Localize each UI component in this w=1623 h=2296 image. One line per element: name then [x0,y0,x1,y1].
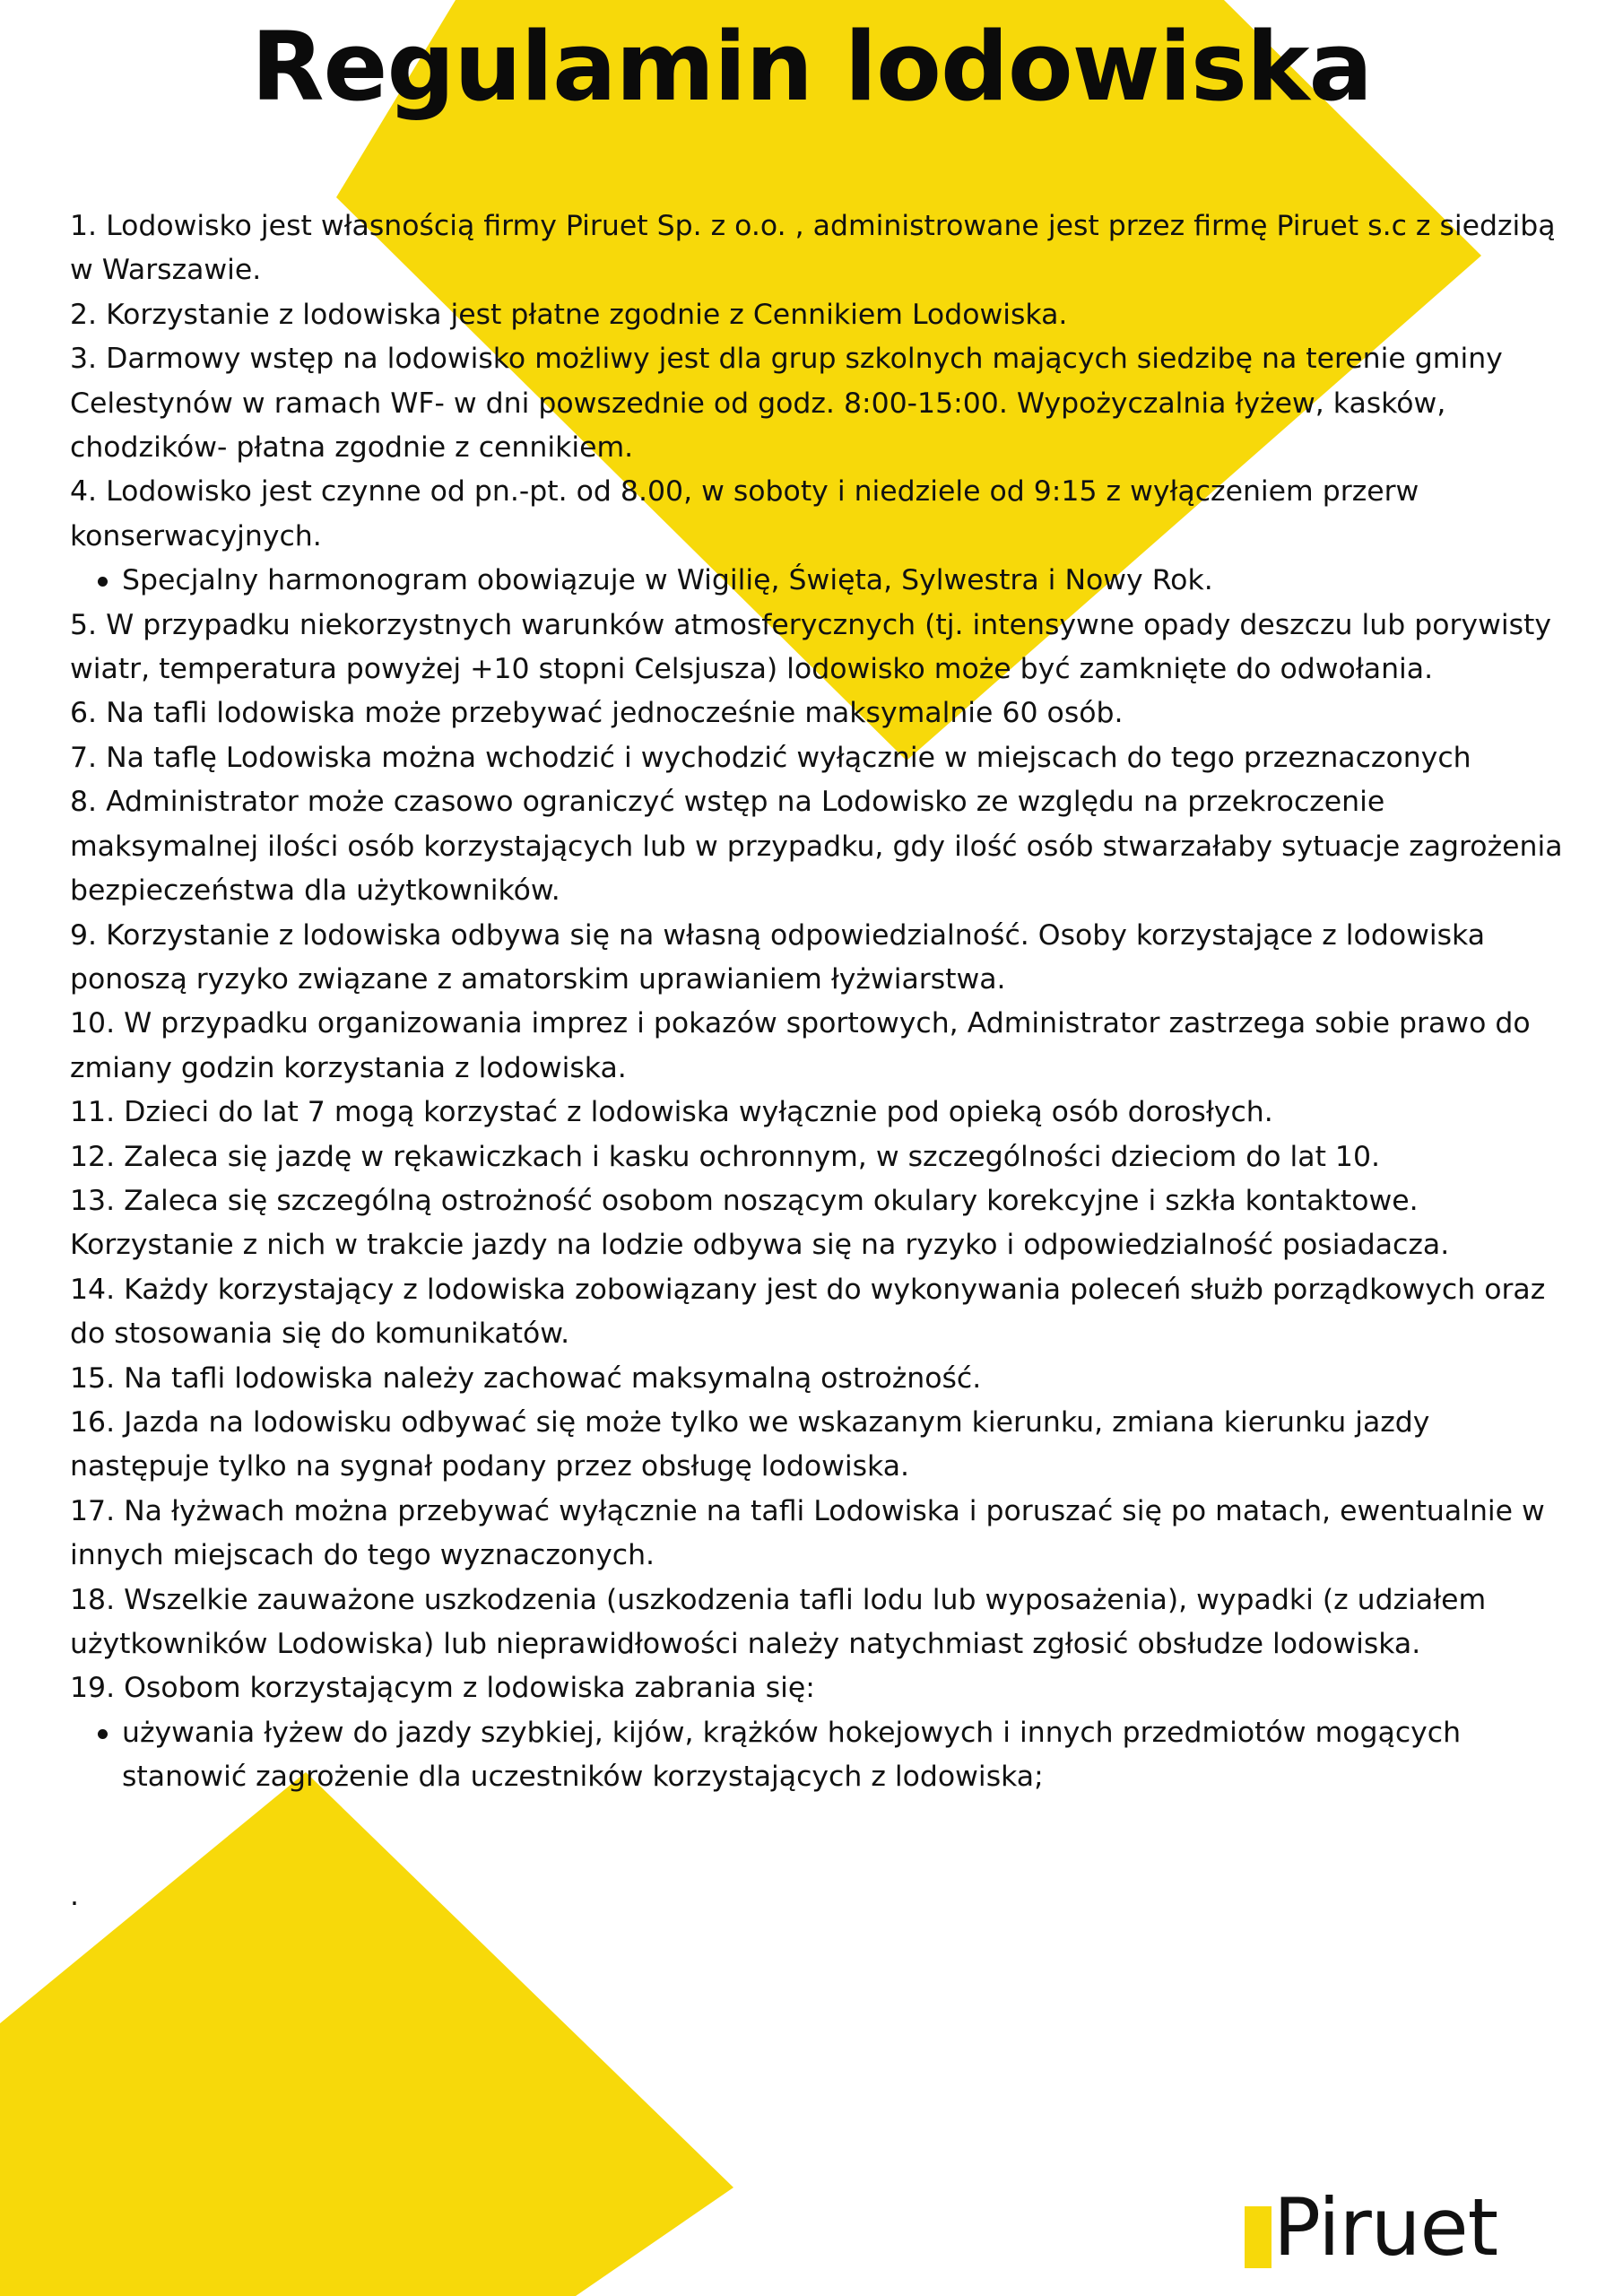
rules-list [70,204,1576,1800]
rule-4-bullet: Specjalny harmonogram obowiązuje w Wigilię, Święta, Sylwestra i Nowy Rok. [122,559,1576,603]
rule-11: 11. Dzieci do lat 7 mogą korzystać z lodowiska wyłącznie pod opieką osób dorosłych. [70,1096,1273,1129]
rule-17: 17. Na łyżwach można przebywać wyłącznie na tafli Lodowiska i poruszać się po matach, ewentualnie w innych miejscach do tego wyznaczonych. [70,1494,1545,1572]
rule-18: 18. Wszelkie zauważone uszkodzenia (uszkodzenia tafli lodu lub wyposażenia), wypadki (z udziałem użytkowników Lodowiska) lub nieprawidłowości należy natychmiast zgłosić obsłudze lodowiska. [70,1583,1487,1660]
rule-8: 8. Administrator może czasowo ograniczyć wstęp na Lodowisko ze względu na przekroczenie maksymalnej ilości osób korzystających lub w przypadku, gdy ilość osób stwarzałaby sytuacje zagrożenia bezpieczeństwa dla użytkowników. [70,786,1563,908]
rule-2: 2. Korzystanie z lodowiska jest płatne zgodnie z Cennikiem Lodowiska. [70,298,1068,331]
rule-19-bullet: używania łyżew do jazdy szybkiej, kijów, krążków hokejowych i innych przedmiotów mogących stanowić zagrożenie dla uczestników korzystających z lodowiska; [122,1711,1576,1800]
logo-yellow-mark-icon [1245,2206,1271,2268]
trailing-dot: . [70,1880,80,1912]
rule-19: 19. Osobom korzystającym z lodowiska zabrania się: [70,1672,815,1705]
rule-3: 3. Darmowy wstęp na lodowisko możliwy jest dla grup szkolnych mających siedzibę na terenie gminy Celestynów w ramach WF- w dni powszednie od godz. 8:00-15:00. Wypożyczalnia łyżew, kasków, chodzików- płatna zgodnie z cennikiem. [70,343,1503,465]
rule-1: 1. Lodowisko jest własnością firmy Piruet Sp. z o.o. , administrowane jest przez firmę Piruet s.c z siedzibą w Warszawie. [70,210,1556,287]
rule-9: 9. Korzystanie z lodowiska odbywa się na własną odpowiedzialność. Osoby korzystające z lodowiska ponoszą ryzyko związane z amatorskim uprawianiem łyżwiarstwa. [70,918,1486,996]
logo-text: Piruet [1273,2181,1498,2274]
rule-5: 5. W przypadku niekorzystnych warunków atmosferycznych (tj. intensywne opady deszczu lub porywisty wiatr, temperatura powyżej +10 stopni Celsjusza) lodowisko może być zamknięte do odwołania. [70,608,1551,686]
rule-4: 4. Lodowisko jest czynne od pn.-pt. od 8.00, w soboty i niedziele od 9:15 z wyłączeniem przerw konserwacyjnych. [70,475,1419,552]
rule-6: 6. Na tafli lodowiska może przebywać jednocześnie maksymalnie 60 osób. [70,697,1124,730]
bottom-yellow-triangle [0,1772,733,2296]
rule-15: 15. Na tafli lodowiska należy zachować maksymalną ostrożność. [70,1361,982,1395]
rule-16: 16. Jazda na lodowisku odbywać się może tylko we wskazanym kierunku, zmiana kierunku jazdy następuje tylko na sygnał podany przez obsługę lodowiska. [70,1405,1430,1483]
rule-12: 12. Zaleca się jazdę w rękawiczkach i kasku ochronnym, w szczególności dzieciom do lat 10. [70,1140,1381,1173]
rule-7: 7. Na taflę Lodowiska można wchodzić i wychodzić wyłącznie w miejscach do tego przeznaczonych [70,741,1471,774]
rule-13: 13. Zaleca się szczególną ostrożność osobom noszącym okulary korekcyjne i szkła kontaktowe. Korzystanie z nich w trakcie jazdy na lodzie odbywa się na ryzyko i odpowiedzialność posiadacza. [70,1184,1450,1262]
rule-10: 10. W przypadku organizowania imprez i pokazów sportowych, Administrator zastrzega sobie prawo do zmiany godzin korzystania z lodowiska. [70,1007,1531,1084]
rule-14: 14. Każdy korzystający z lodowiska zobowiązany jest do wykonywania poleceń służb porządkowych oraz do stosowania się do komunikatów. [70,1273,1546,1351]
rule-4-sublist [70,559,1576,603]
page-title: Regulamin lodowiska [250,12,1373,122]
rule-19-sublist [70,1711,1576,1800]
